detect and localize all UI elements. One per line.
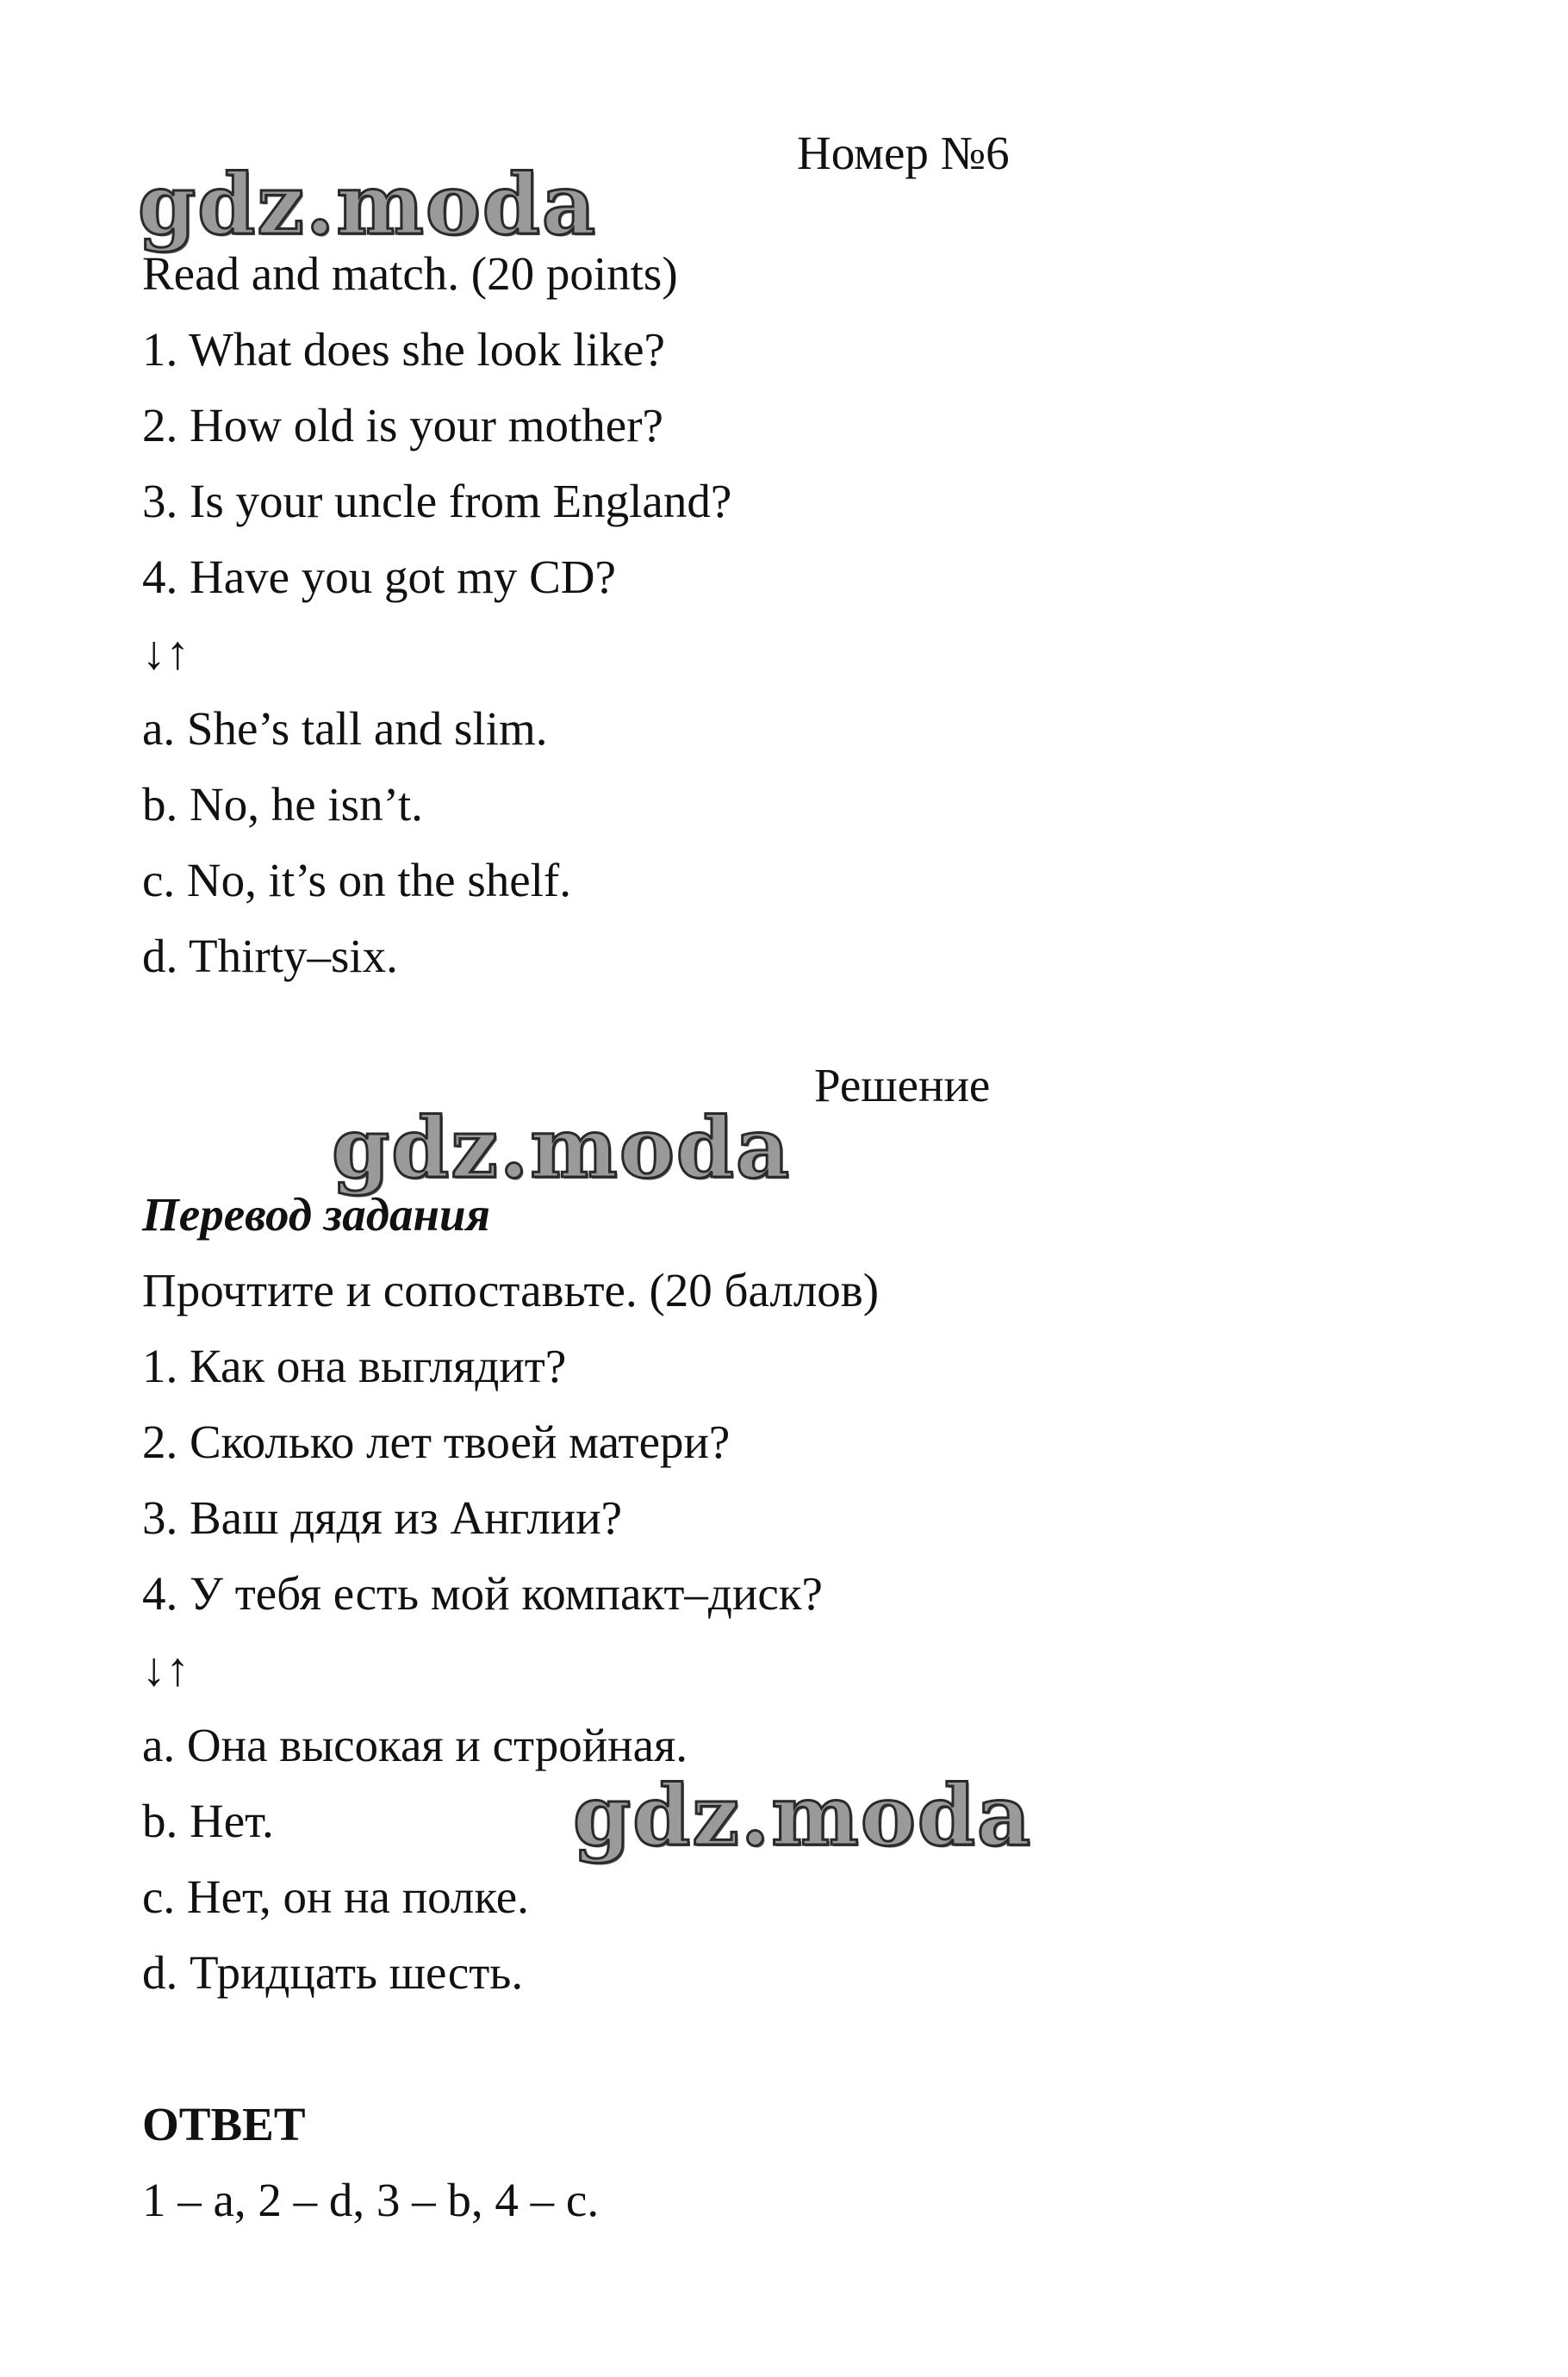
solution-heading: Решение xyxy=(814,1059,991,1111)
translation-answer-item: d. Тридцать шесть. xyxy=(142,1946,524,1999)
translation-question-item: 1. Как она выглядит? xyxy=(142,1340,567,1392)
translation-answer-item: a. Она высокая и стройная. xyxy=(142,1719,688,1771)
answer-item: a. She’s tall and slim. xyxy=(142,702,548,755)
answer-item: b. No, he isn’t. xyxy=(142,778,423,831)
question-item: 3. Is your uncle from England? xyxy=(142,475,732,527)
answer-text: 1 – a, 2 – d, 3 – b, 4 – c. xyxy=(142,2174,600,2226)
translation-question-item: 3. Ваш дядя из Англии? xyxy=(142,1491,623,1544)
question-item: 2. How old is your mother? xyxy=(142,399,663,451)
translation-instruction: Прочтите и сопоставьте. (20 баллов) xyxy=(142,1264,880,1316)
translation-answer-item: c. Нет, он на полке. xyxy=(142,1870,529,1923)
watermark-logo-top: gdz.moda xyxy=(138,156,598,253)
task-instruction: Read and match. (20 points) xyxy=(142,247,678,300)
watermark-logo-middle: gdz.moda xyxy=(332,1099,792,1197)
answer-item: c. No, it’s on the shelf. xyxy=(142,854,571,906)
match-arrows: ↓↑ xyxy=(142,626,190,679)
translation-match-arrows: ↓↑ xyxy=(142,1643,190,1696)
translation-question-item: 4. У тебя есть мой компакт–диск? xyxy=(142,1567,823,1620)
watermark-logo-bottom: gdz.moda xyxy=(573,1767,1033,1864)
question-item: 1. What does she look like? xyxy=(142,323,665,376)
answer-title: ОТВЕТ xyxy=(142,2098,306,2150)
translation-question-item: 2. Сколько лет твоей матери? xyxy=(142,1416,731,1468)
task-number: Номер №6 xyxy=(797,127,1010,179)
answer-item: d. Thirty–six. xyxy=(142,930,398,982)
question-item: 4. Have you got my CD? xyxy=(142,551,616,603)
translation-title: Перевод задания xyxy=(142,1188,490,1241)
translation-answer-item: b. Нет. xyxy=(142,1795,274,1847)
